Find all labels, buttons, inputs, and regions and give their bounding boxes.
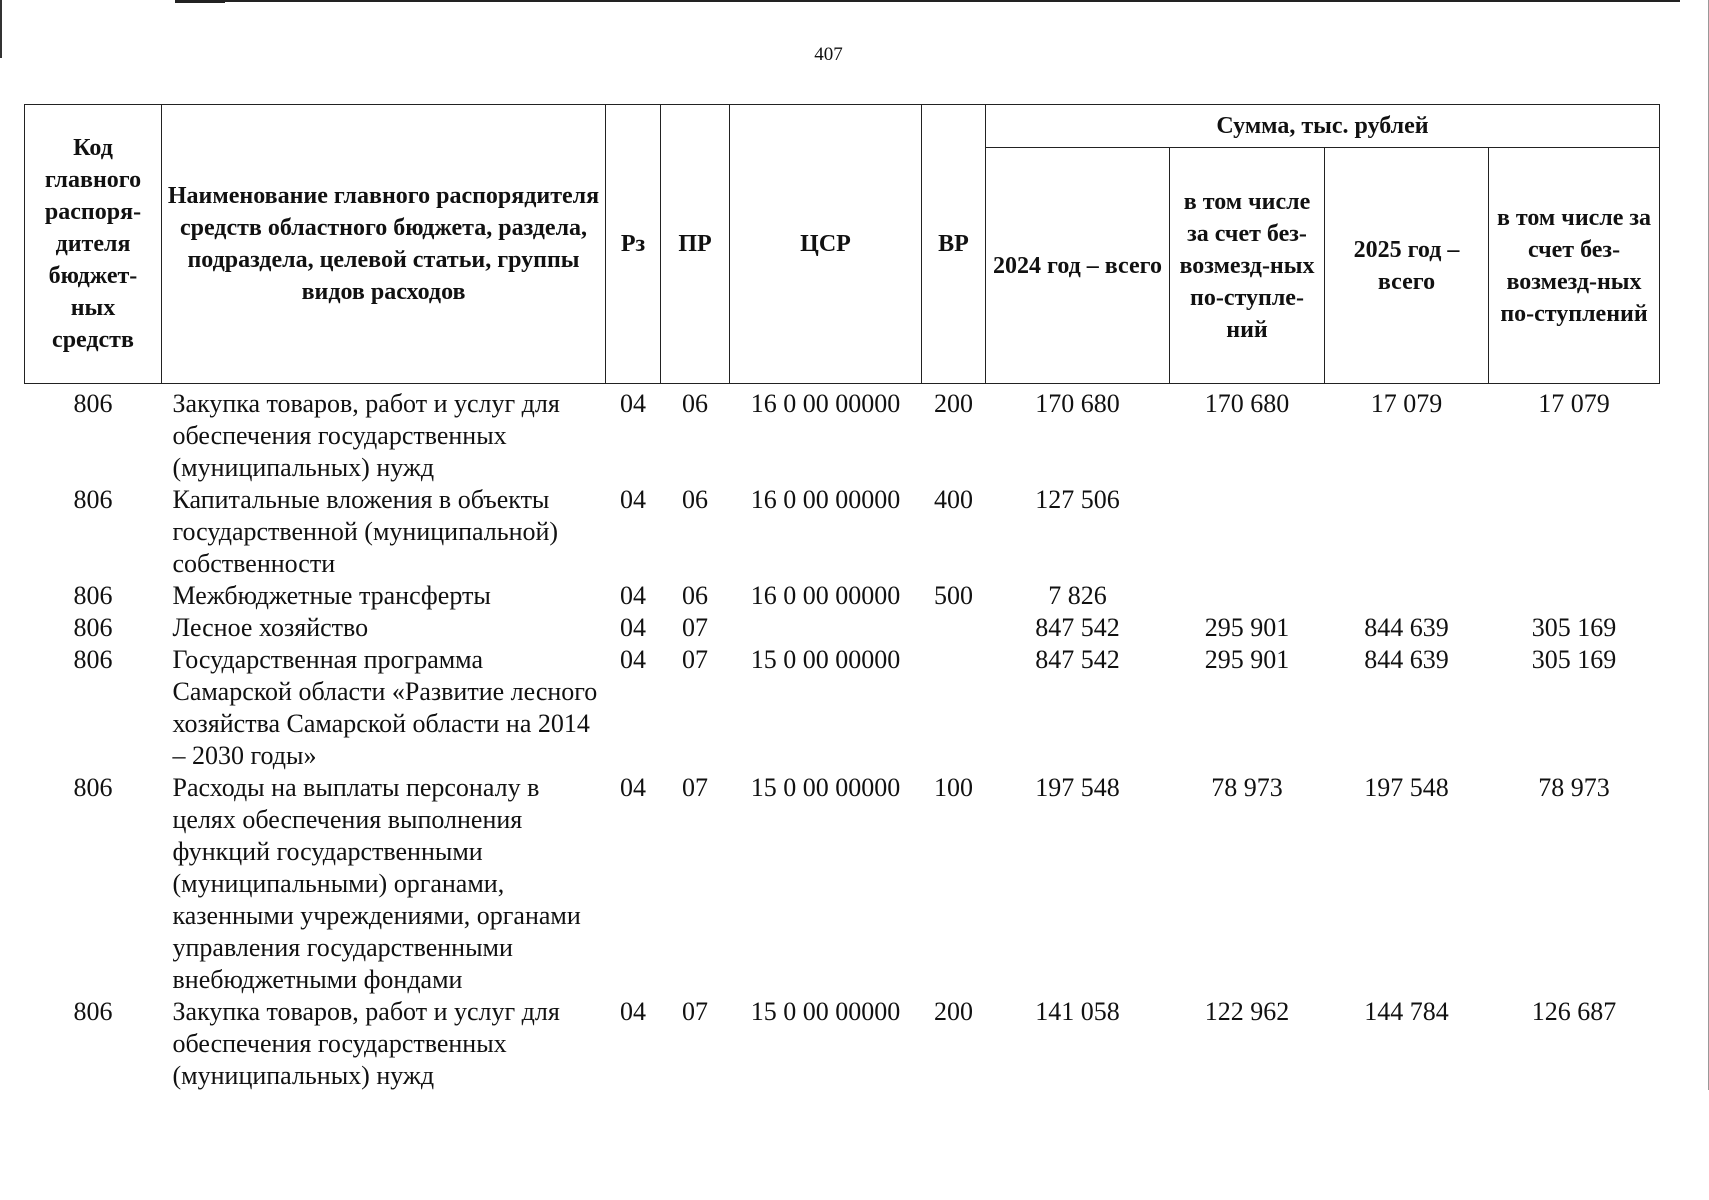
header-rz: Рз (606, 105, 661, 384)
cell-csr: 16 0 00 00000 (750, 485, 901, 514)
table-row (25, 384, 1660, 485)
cell-2024-free: 295 901 (1204, 613, 1290, 642)
cell-2024-free: 295 901 (1204, 645, 1290, 674)
cell-2025-total: 844 639 (1364, 645, 1449, 674)
cell-code: 806 (73, 645, 113, 674)
cell-rz: 04 (620, 581, 646, 610)
cell-pr: 07 (682, 645, 708, 674)
cell-csr: 15 0 00 00000 (750, 997, 901, 1026)
cell-name: Закупка товаров, работ и услуг для обеспечения государственных (муниципальных) нужд (172, 389, 560, 482)
cell-2025-total (1325, 580, 1489, 612)
cell-vr: 400 (934, 485, 973, 514)
cell-2024-free: 78 973 (1211, 773, 1283, 802)
cell-code: 806 (73, 581, 113, 610)
cell-csr (730, 612, 922, 644)
header-code: Код главного распоря-дителя бюджет-ных средств (25, 105, 162, 384)
table-body (25, 384, 1660, 1093)
cell-2025-free: 78 973 (1538, 773, 1610, 802)
cell-2025-total: 844 639 (1364, 613, 1449, 642)
cell-2025-total (1325, 484, 1489, 580)
cell-csr: 16 0 00 00000 (750, 389, 901, 418)
cell-code: 806 (73, 997, 113, 1026)
cell-name: Государственная программа Самарской области «Развитие лесного хозяйства Самарской области на 2014 – 2030 годы» (172, 645, 598, 770)
header-2025-total: 2025 год – всего (1325, 148, 1489, 384)
cell-2024-total: 170 680 (1035, 389, 1120, 418)
cell-2025-free: 305 169 (1531, 613, 1617, 642)
cell-2024-free (1170, 580, 1325, 612)
cell-vr (922, 644, 986, 772)
cell-2025-free: 17 079 (1538, 389, 1610, 418)
cell-2024-total: 197 548 (1035, 773, 1120, 802)
cell-rz: 04 (620, 485, 646, 514)
cell-2024-total: 127 506 (1035, 485, 1120, 514)
cell-vr (922, 612, 986, 644)
cell-vr: 200 (934, 997, 973, 1026)
header-2025-free: в том числе за счет без-возмезд-ных по-ступлений (1489, 148, 1660, 384)
table-header (25, 105, 1660, 384)
top-rule (175, 0, 1680, 2)
table-row (25, 580, 1660, 612)
cell-vr: 100 (934, 773, 973, 802)
cell-pr: 06 (682, 581, 708, 610)
cell-2024-free (1170, 484, 1325, 580)
cell-vr: 500 (934, 581, 973, 610)
table-row (25, 484, 1660, 580)
cell-csr: 15 0 00 00000 (750, 645, 901, 674)
header-2024-free: в том числе за счет без-возмезд-ных по-ступле-ний (1170, 148, 1325, 384)
table-row (25, 644, 1660, 772)
cell-pr: 07 (682, 773, 708, 802)
cell-name: Межбюджетные трансферты (172, 581, 491, 610)
cell-2025-free (1489, 580, 1660, 612)
cell-rz: 04 (620, 773, 646, 802)
cell-2024-total: 847 542 (1035, 645, 1120, 674)
cell-2025-total: 17 079 (1370, 389, 1443, 418)
cell-2024-total: 847 542 (1035, 613, 1120, 642)
cell-2025-free (1489, 484, 1660, 580)
cell-2025-total: 197 548 (1364, 773, 1449, 802)
cell-2024-free: 170 680 (1204, 389, 1290, 418)
header-csr: ЦСР (730, 105, 922, 384)
cell-pr: 07 (682, 613, 708, 642)
cell-name: Лесное хозяйство (172, 613, 369, 642)
table-row (25, 996, 1660, 1092)
cell-name: Капитальные вложения в объекты государственной (муниципальной) собственности (172, 485, 559, 578)
cell-pr: 06 (682, 485, 708, 514)
cell-pr: 07 (682, 997, 708, 1026)
cell-pr: 06 (682, 389, 708, 418)
cell-2025-free: 305 169 (1531, 645, 1617, 674)
cell-2025-free: 126 687 (1531, 997, 1617, 1026)
cell-code: 806 (73, 613, 113, 642)
header-pr: ПР (661, 105, 730, 384)
cell-code: 806 (73, 485, 113, 514)
header-name: Наименование главного распорядителя средств областного бюджета, раздела, подраздела, целевой статьи, группы видов расходов (162, 105, 606, 384)
cell-2024-total: 141 058 (1035, 997, 1120, 1026)
cell-name: Расходы на выплаты персоналу в целях обеспечения выполнения функций государственными (муниципальными) органами, казенными учреждениями, органами управления государственными внебюджетными фондами (172, 773, 581, 994)
cell-csr: 16 0 00 00000 (750, 581, 901, 610)
header-sum: Сумма, тыс. рублей (986, 105, 1660, 148)
header-vr: ВР (922, 105, 986, 384)
cell-code: 806 (73, 389, 113, 418)
cell-2024-total: 7 826 (1048, 581, 1107, 610)
cell-rz: 04 (620, 613, 646, 642)
cell-2025-total: 144 784 (1364, 997, 1449, 1026)
table-row (25, 612, 1660, 644)
cell-name: Закупка товаров, работ и услуг для обеспечения государственных (муниципальных) нужд (172, 997, 560, 1090)
cell-csr: 15 0 00 00000 (750, 773, 901, 802)
cell-rz: 04 (620, 389, 646, 418)
page-number: 407 (814, 44, 843, 65)
cell-code: 806 (73, 773, 113, 802)
table-row (25, 772, 1660, 996)
budget-table (24, 104, 1660, 1092)
cell-vr: 200 (934, 389, 973, 418)
cell-rz: 04 (620, 645, 646, 674)
header-2024-total: 2024 год – всего (986, 148, 1170, 384)
cell-2024-free: 122 962 (1204, 997, 1290, 1026)
cell-rz: 04 (620, 997, 646, 1026)
